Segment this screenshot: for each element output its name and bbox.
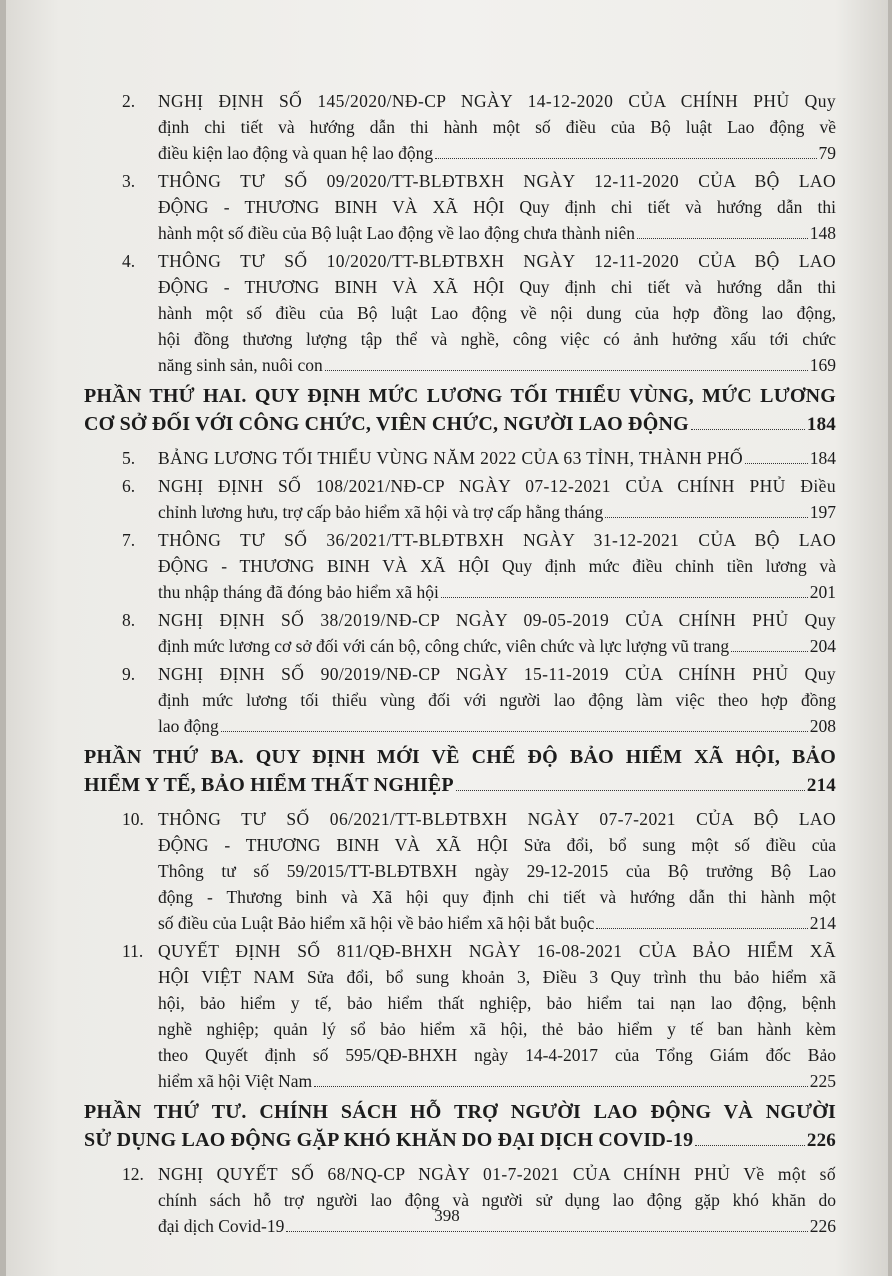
entry-number: 6.: [122, 476, 136, 496]
dot-leader: [637, 238, 808, 239]
entry-number: 3.: [122, 171, 136, 191]
toc-entry[interactable]: [84, 806, 836, 936]
dot-leader: [695, 1145, 805, 1146]
entry-line: HỘI VIỆT NAM Sửa đổi, bổ sung khoản 3, Điều 3 Quy trình thu bảo hiểm xã: [158, 967, 836, 987]
entry-line: năng sinh sản, nuôi con: [158, 355, 323, 375]
toc-entry[interactable]: [84, 248, 836, 378]
table-of-contents: [84, 88, 836, 1241]
toc-entry[interactable]: [84, 938, 836, 1094]
entry-line: NGHỊ ĐỊNH SỐ 38/2019/NĐ-CP NGÀY 09-05-2019 CỦA CHÍNH PHỦ Quy: [158, 610, 836, 630]
entry-number: 8.: [122, 610, 136, 630]
toc-entry[interactable]: [84, 445, 836, 471]
dot-leader: [221, 731, 808, 732]
entry-line: theo Quyết định số 595/QĐ-BHXH ngày 14-4-2017 của Tổng Giám đốc Bảo: [158, 1045, 836, 1065]
page-ref: 79: [818, 143, 836, 163]
entry-line: NGHỊ QUYẾT SỐ 68/NQ-CP NGÀY 01-7-2021 CỦA CHÍNH PHỦ Về một số: [158, 1164, 836, 1184]
entry-line: ĐỘNG - THƯƠNG BINH VÀ XÃ HỘI Quy định mức điều chỉnh tiền lương và: [158, 556, 836, 576]
entry-line: hội đồng thương lượng tập thể và nghề, công việc có ảnh hưởng xấu tới chức: [158, 329, 836, 349]
entry-number: 11.: [122, 941, 144, 961]
entry-line: nghề nghiệp; quản lý sổ bảo hiểm xã hội, thẻ bảo hiểm y tế ban hành kèm: [158, 1019, 836, 1039]
toc-entry[interactable]: [84, 607, 836, 659]
dot-leader: [605, 517, 808, 518]
page-ref: 184: [809, 448, 836, 468]
toc-entry[interactable]: [84, 1161, 836, 1239]
page-ref: 214: [806, 775, 836, 796]
entry-line: ĐỘNG - THƯƠNG BINH VÀ XÃ HỘI Quy định chi tiết và hướng dẫn thi: [158, 277, 836, 297]
entry-line: lao động: [158, 716, 219, 736]
entry-line: số điều của Luật Bảo hiểm xã hội về bảo hiểm xã hội bắt buộc: [158, 913, 595, 933]
page-ref: 201: [809, 582, 836, 602]
part-title-line: SỬ DỤNG LAO ĐỘNG GẶP KHÓ KHĂN DO ĐẠI DỊCH COVID-19: [84, 1129, 694, 1151]
dot-leader: [691, 429, 805, 430]
entry-line: định mức lương tối thiểu vùng đối với người lao động làm việc theo hợp đồng: [158, 690, 836, 710]
entry-line: THÔNG TƯ SỐ 36/2021/TT-BLĐTBXH NGÀY 31-12-2021 CỦA BỘ LAO: [158, 530, 836, 550]
entry-number: 4.: [122, 251, 136, 271]
page-ref: 226: [809, 1216, 836, 1236]
page-ref: 208: [809, 716, 836, 736]
part-heading[interactable]: [84, 743, 836, 800]
dot-leader: [325, 370, 808, 371]
entry-number: 2.: [122, 91, 136, 111]
part-heading[interactable]: [84, 382, 836, 439]
dot-leader: [314, 1086, 808, 1087]
part-title-line: PHẦN THỨ TƯ. CHÍNH SÁCH HỖ TRỢ NGƯỜI LAO ĐỘNG VÀ NGƯỜI: [84, 1101, 836, 1123]
entry-line: hội, bảo hiểm y tế, bảo hiểm thất nghiệp, bảo hiểm tai nạn lao động, bệnh: [158, 993, 836, 1013]
part-title-line: PHẦN THỨ HAI. QUY ĐỊNH MỨC LƯƠNG TỐI THIỂU VÙNG, MỨC LƯƠNG: [84, 385, 836, 407]
entry-line: chỉnh lương hưu, trợ cấp bảo hiểm xã hội và trợ cấp hằng tháng: [158, 502, 604, 522]
entry-number: 9.: [122, 664, 136, 684]
entry-line: điều kiện lao động và quan hệ lao động: [158, 143, 434, 163]
page-number: 398: [434, 1206, 460, 1225]
dot-leader: [596, 928, 807, 929]
entry-number: 12.: [122, 1164, 144, 1184]
entry-line: Thông tư số 59/2015/TT-BLĐTBXH ngày 29-12-2015 của Bộ trưởng Bộ Lao: [158, 861, 836, 881]
page-ref: 226: [806, 1130, 836, 1151]
entry-line: thu nhập tháng đã đóng bảo hiểm xã hội: [158, 582, 439, 602]
dot-leader: [441, 597, 808, 598]
page-ref: 225: [809, 1071, 836, 1091]
entry-number: 10.: [122, 809, 144, 829]
toc-entry[interactable]: [84, 473, 836, 525]
page-ref: 214: [809, 913, 836, 933]
page-ref: 148: [809, 223, 836, 243]
book-page: [6, 0, 888, 1276]
entry-line: NGHỊ ĐỊNH SỐ 108/2021/NĐ-CP NGÀY 07-12-2021 CỦA CHÍNH PHỦ Điều: [158, 476, 836, 496]
dot-leader: [456, 790, 805, 791]
entry-line: chính sách hỗ trợ người lao động và người sử dụng lao động gặp khó khăn do: [158, 1190, 836, 1210]
entry-number: 5.: [122, 448, 136, 468]
entry-number: 7.: [122, 530, 136, 550]
entry-line: hành một số điều của Bộ luật Lao động về nội dung của hợp đồng lao động,: [158, 303, 836, 323]
entry-line: định mức lương cơ sở đối với cán bộ, công chức, viên chức và lực lượng vũ trang: [158, 636, 730, 656]
entry-line: BẢNG LƯƠNG TỐI THIỂU VÙNG NĂM 2022 CỦA 63 TỈNH, THÀNH PHỐ: [158, 448, 744, 468]
dot-leader: [745, 463, 808, 464]
dot-leader: [731, 651, 808, 652]
dot-leader: [435, 158, 816, 159]
toc-entry[interactable]: [84, 88, 836, 166]
toc-entry[interactable]: [84, 661, 836, 739]
dot-leader: [286, 1231, 807, 1232]
entry-line: THÔNG TƯ SỐ 06/2021/TT-BLĐTBXH NGÀY 07-7-2021 CỦA BỘ LAO: [158, 809, 836, 829]
part-title-line: HIỂM Y TẾ, BẢO HIỂM THẤT NGHIỆP: [84, 774, 454, 796]
entry-line: động - Thương binh và Xã hội quy định chi tiết và hướng dẫn thi hành một: [158, 887, 836, 907]
page-ref: 197: [809, 502, 836, 522]
page-ref: 184: [806, 414, 836, 435]
entry-line: đại dịch Covid-19: [158, 1216, 285, 1236]
entry-line: ĐỘNG - THƯƠNG BINH VÀ XÃ HỘI Quy định chi tiết và hướng dẫn thi: [158, 197, 836, 217]
part-title-line: CƠ SỞ ĐỐI VỚI CÔNG CHỨC, VIÊN CHỨC, NGƯỜI LAO ĐỘNG: [84, 413, 689, 435]
entry-line: QUYẾT ĐỊNH SỐ 811/QĐ-BHXH NGÀY 16-08-2021 CỦA BẢO HIỂM XÃ: [158, 941, 836, 961]
toc-entry[interactable]: [84, 527, 836, 605]
entry-line: NGHỊ ĐỊNH SỐ 90/2019/NĐ-CP NGÀY 15-11-2019 CỦA CHÍNH PHỦ Quy: [158, 664, 836, 684]
entry-line: hiểm xã hội Việt Nam: [158, 1071, 313, 1091]
entry-line: định chi tiết và hướng dẫn thi hành một số điều của Bộ luật Lao động về: [158, 117, 836, 137]
entry-line: NGHỊ ĐỊNH SỐ 145/2020/NĐ-CP NGÀY 14-12-2020 CỦA CHÍNH PHỦ Quy: [158, 91, 836, 111]
part-heading[interactable]: [84, 1098, 836, 1155]
toc-entry[interactable]: [84, 168, 836, 246]
entry-line: ĐỘNG - THƯƠNG BINH VÀ XÃ HỘI Sửa đổi, bổ sung một số điều của: [158, 835, 836, 855]
page-ref: 204: [809, 636, 836, 656]
page-ref: 169: [809, 355, 836, 375]
part-title-line: PHẦN THỨ BA. QUY ĐỊNH MỚI VỀ CHẾ ĐỘ BẢO HIỂM XÃ HỘI, BẢO: [84, 746, 836, 768]
entry-line: THÔNG TƯ SỐ 09/2020/TT-BLĐTBXH NGÀY 12-11-2020 CỦA BỘ LAO: [158, 171, 836, 191]
entry-line: hành một số điều của Bộ luật Lao động về lao động chưa thành niên: [158, 223, 636, 243]
entry-line: THÔNG TƯ SỐ 10/2020/TT-BLĐTBXH NGÀY 12-11-2020 CỦA BỘ LAO: [158, 251, 836, 271]
